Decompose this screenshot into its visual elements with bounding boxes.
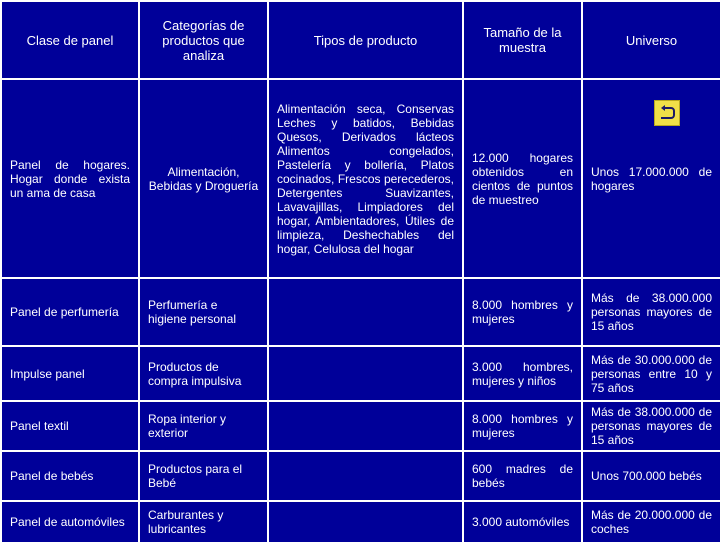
sample-size: 3.000 automóviles xyxy=(464,502,581,542)
product-categories: Ropa interior y exterior xyxy=(140,402,267,450)
table-row xyxy=(2,452,720,500)
header-clase-de-panel: Clase de panel xyxy=(2,2,138,78)
return-button[interactable] xyxy=(654,100,680,126)
sample-size: 600 madres de bebés xyxy=(464,452,581,500)
header-tamano-muestra: Tamaño de la muestra xyxy=(464,2,581,78)
product-categories: Productos para el Bebé xyxy=(140,452,267,500)
panel-name: Panel textil xyxy=(2,402,138,450)
table-row xyxy=(2,279,720,345)
universe: Unos 700.000 bebés xyxy=(583,452,720,500)
universe: Más de 30.000.000 de personas entre 10 y 75 años xyxy=(583,347,720,400)
sample-size: 3.000 hombres, mujeres y niños xyxy=(464,347,581,400)
sample-size: 12.000 hogares obtenidos en cientos de puntos de muestreo xyxy=(464,80,581,277)
product-categories: Carburantes y lubricantes xyxy=(140,502,267,542)
table-row xyxy=(2,80,720,277)
product-categories: Perfumería e higiene personal xyxy=(140,279,267,345)
header-categorias: Categorías de productos que analiza xyxy=(140,2,267,78)
sample-size: 8.000 hombres y mujeres xyxy=(464,402,581,450)
product-types xyxy=(269,452,462,500)
table-row xyxy=(2,347,720,400)
panel-name: Panel de bebés xyxy=(2,452,138,500)
sample-size: 8.000 hombres y mujeres xyxy=(464,279,581,345)
product-categories: Alimentación, Bebidas y Droguería xyxy=(140,80,267,277)
universe: Más de 38.000.000 de personas mayores de 15 años xyxy=(583,402,720,450)
panel-name: Panel de perfumería xyxy=(2,279,138,345)
header-row xyxy=(2,2,720,78)
product-types xyxy=(269,502,462,542)
return-arrow-icon xyxy=(658,105,676,121)
product-categories: Productos de compra impulsiva xyxy=(140,347,267,400)
panel-name: Panel de automóviles xyxy=(2,502,138,542)
table-row xyxy=(2,502,720,542)
universe: Más de 20.000.000 de coches xyxy=(583,502,720,542)
product-types xyxy=(269,402,462,450)
header-tipos-de-producto: Tipos de producto xyxy=(269,2,462,78)
product-types xyxy=(269,279,462,345)
universe: Unos 17.000.000 de hogares xyxy=(583,80,720,277)
header-universo: Universo xyxy=(583,2,720,78)
product-types xyxy=(269,347,462,400)
universe: Más de 38.000.000 personas mayores de 15 años xyxy=(583,279,720,345)
panel-name: Panel de hogares. Hogar donde exista un ama de casa xyxy=(2,80,138,277)
table-row xyxy=(2,402,720,450)
product-types: Alimentación seca, Conservas Leches y batidos, Bebidas Quesos, Derivados lácteos Alimentos congelados, Pastelería y bollería, Platos cocinados, Frescos perecederos, Detergentes Suavizantes, Lavavajillas, Limpiadores del hogar, Ambientadores, Útiles de limpieza, Deshechables del hogar, Celulosa del hogar xyxy=(269,80,462,277)
panel-name: Impulse panel xyxy=(2,347,138,400)
